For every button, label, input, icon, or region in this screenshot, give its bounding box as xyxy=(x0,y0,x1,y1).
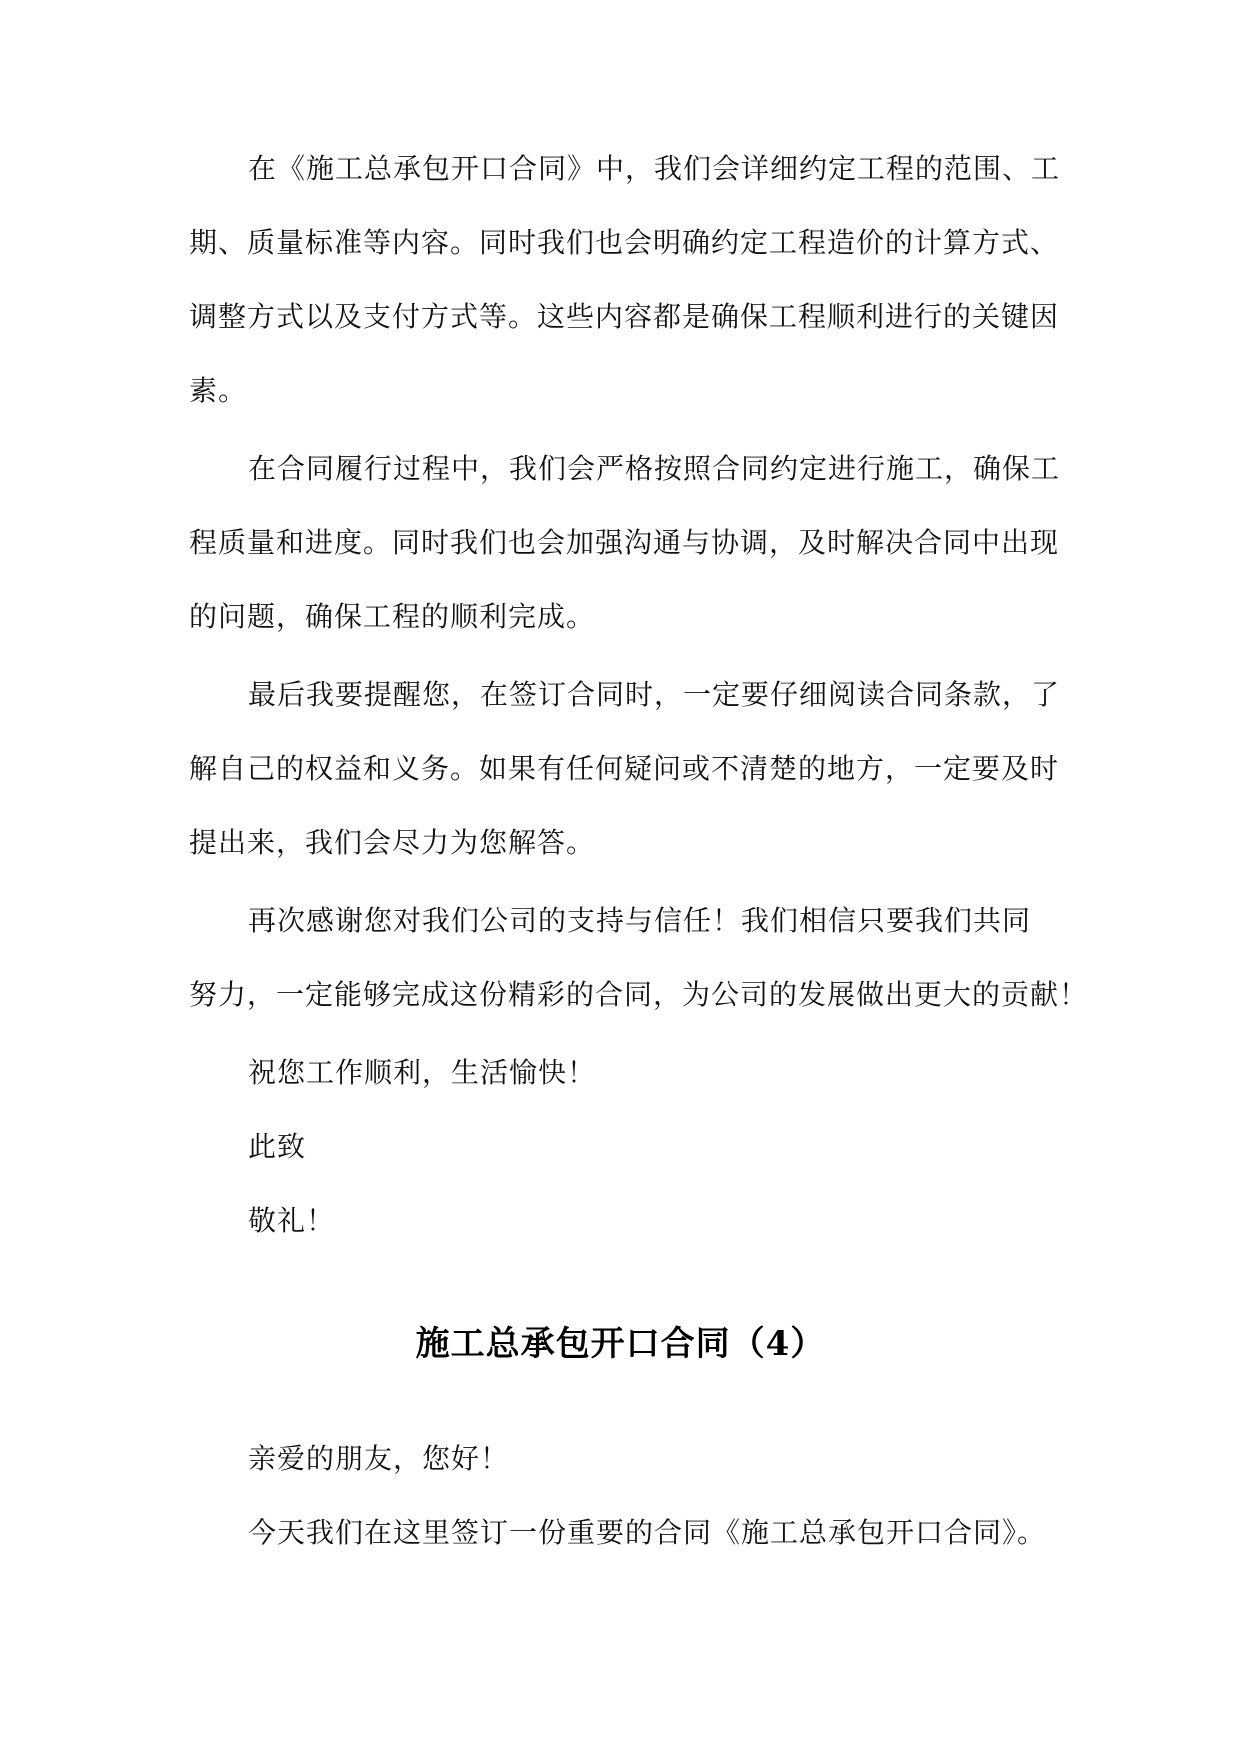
paragraph-3-line-1: 最后我要提醒您，在签订合同时，一定要仔细阅读合同条款，了 xyxy=(248,678,1061,711)
paragraph-4-line-1: 再次感谢您对我们公司的支持与信任！我们相信只要我们共同 xyxy=(248,904,1032,937)
paragraph-1-line-4: 素。 xyxy=(189,374,248,407)
greeting-line: 亲爱的朋友，您好！ xyxy=(248,1442,510,1475)
paragraph-2-line-1: 在合同履行过程中，我们会严格按照合同约定进行施工，确保工 xyxy=(248,452,1061,485)
paragraph-1-line-2: 期、质量标准等内容。同时我们也会明确约定工程造价的计算方式、 xyxy=(189,226,1060,259)
paragraph-3-line-2: 解自己的权益和义务。如果有任何疑问或不清楚的地方，一定要及时 xyxy=(189,752,1060,785)
closing-regards: 敬礼！ xyxy=(248,1204,336,1237)
section-title: 施工总承包开口合同（4） xyxy=(415,1324,826,1364)
paragraph-1-line-1: 在《施工总承包开口合同》中，我们会详细约定工程的范围、工 xyxy=(248,152,1061,185)
paragraph-2-line-3: 的问题，确保工程的顺利完成。 xyxy=(189,600,596,633)
paragraph-3-line-3: 提出来，我们会尽力为您解答。 xyxy=(189,826,596,859)
paragraph-4-line-2: 努力，一定能够完成这份精彩的合同，为公司的发展做出更大的贡献！ xyxy=(189,978,1089,1011)
paragraph-2-line-2: 程质量和进度。同时我们也会加强沟通与协调，及时解决合同中出现 xyxy=(189,526,1060,559)
paragraph-1-line-3: 调整方式以及支付方式等。这些内容都是确保工程顺利进行的关键因 xyxy=(189,300,1060,333)
intro-line: 今天我们在这里签订一份重要的合同《施工总承包开口合同》。 xyxy=(248,1516,1047,1549)
closing-wishes: 祝您工作顺利，生活愉快！ xyxy=(248,1056,597,1089)
closing-salutation: 此致 xyxy=(248,1130,307,1163)
